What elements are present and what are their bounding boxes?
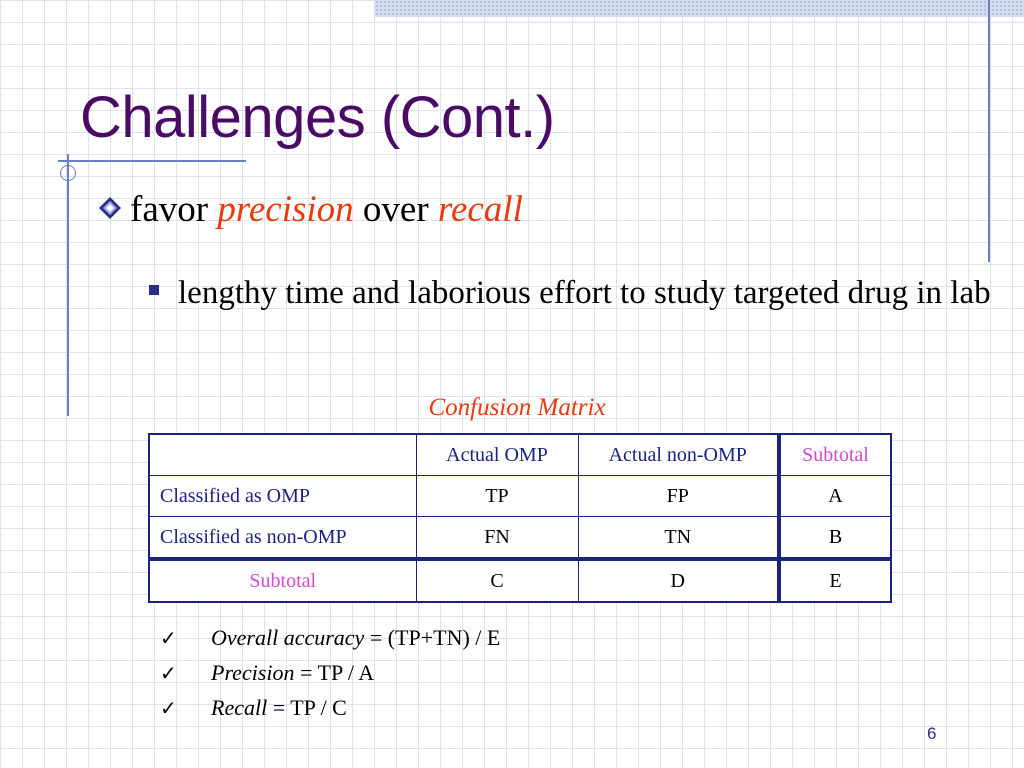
table-cell: FN bbox=[416, 517, 578, 560]
formula-recall bbox=[160, 695, 500, 730]
row-label-classified-omp: Classified as OMP bbox=[149, 476, 416, 517]
row-label-subtotal: Subtotal bbox=[149, 559, 416, 602]
formula-label: Recall bbox=[211, 695, 268, 720]
left-decor-line bbox=[67, 168, 69, 416]
bullet-term-precision: precision bbox=[217, 189, 354, 230]
diamond-bullet-icon bbox=[98, 196, 122, 220]
table-cell: C bbox=[416, 559, 578, 602]
main-bullet bbox=[98, 188, 523, 231]
square-bullet-icon bbox=[149, 285, 159, 295]
bullet-prefix: favor bbox=[130, 189, 209, 230]
formula-precision bbox=[160, 660, 500, 695]
decor-circle bbox=[60, 165, 76, 181]
header-actual-omp: Actual OMP bbox=[416, 434, 578, 476]
formula-expression: = (TP+TN) / E bbox=[364, 625, 501, 650]
formula-list bbox=[160, 625, 500, 730]
formula-expression: = TP / C bbox=[267, 695, 347, 720]
table-header-row bbox=[149, 434, 891, 476]
formula-label: Precision bbox=[211, 660, 295, 685]
table-cell: TP bbox=[416, 476, 578, 517]
bullet-term-recall: recall bbox=[437, 189, 523, 230]
table-row bbox=[149, 476, 891, 517]
table-cell: TN bbox=[578, 517, 779, 560]
header-subtotal: Subtotal bbox=[779, 434, 891, 476]
check-icon: ✓ bbox=[160, 663, 177, 685]
row-label-classified-non-omp: Classified as non-OMP bbox=[149, 517, 416, 560]
sub-bullet-text: lengthy time and laborious effort to study targeted drug in lab bbox=[178, 275, 991, 311]
table-cell: A bbox=[779, 476, 891, 517]
top-decor-band bbox=[375, 0, 1024, 17]
right-decor-line bbox=[988, 0, 990, 262]
check-icon: ✓ bbox=[160, 698, 177, 720]
page-number: 6 bbox=[927, 724, 937, 743]
table-caption: Confusion Matrix bbox=[428, 394, 606, 421]
title-underline bbox=[58, 160, 246, 162]
check-icon: ✓ bbox=[160, 628, 177, 650]
table-row bbox=[149, 517, 891, 560]
table-cell: D bbox=[578, 559, 779, 602]
formula-label: Overall accuracy bbox=[211, 625, 365, 650]
bullet-middle: over bbox=[362, 189, 429, 230]
table-cell: B bbox=[779, 517, 891, 560]
slide-title: Challenges (Cont.) bbox=[80, 85, 555, 150]
table-subtotal-row bbox=[149, 559, 891, 602]
formula-accuracy bbox=[160, 625, 500, 660]
table-cell: FP bbox=[578, 476, 779, 517]
formula-expression: = TP / A bbox=[294, 660, 375, 685]
confusion-matrix-table bbox=[148, 433, 892, 603]
table-corner-cell bbox=[149, 434, 416, 476]
table-cell: E bbox=[779, 559, 891, 602]
header-actual-non-omp: Actual non-OMP bbox=[578, 434, 779, 476]
